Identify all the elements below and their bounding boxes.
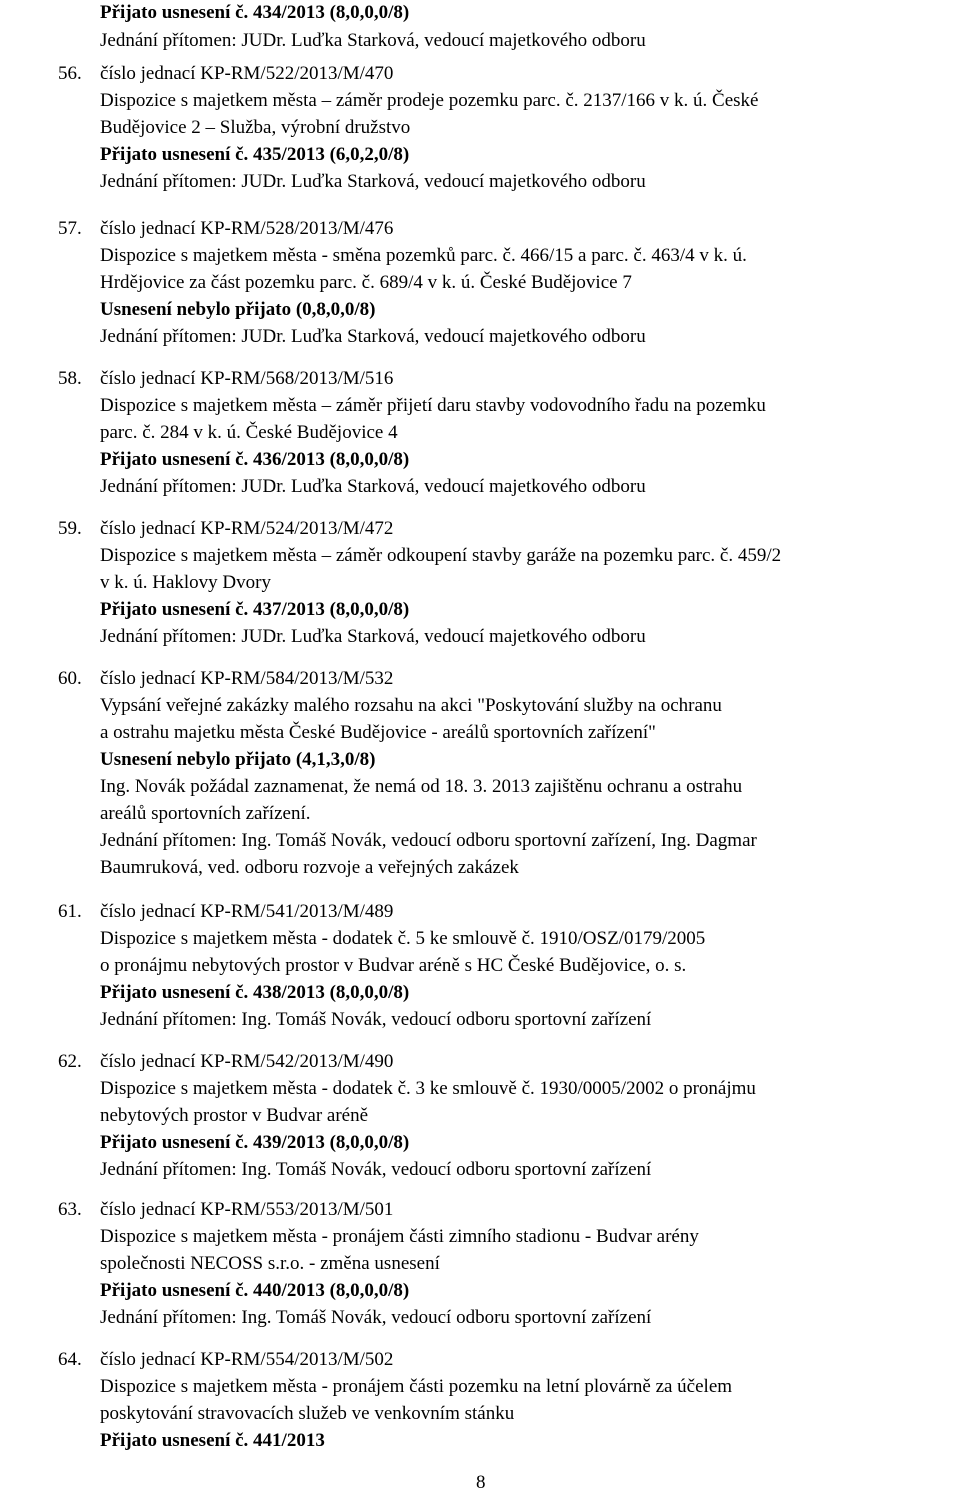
item-number: 59. — [58, 518, 82, 539]
reference-number: číslo jednací KP-RM/522/2013/M/470 — [100, 63, 394, 84]
item-description: Dispozice s majetkem města - pronájem části zimního stadionu - Budvar arény — [100, 1226, 699, 1247]
present-line: Jednání přítomen: JUDr. Luďka Starková, vedoucí majetkového odboru — [100, 171, 646, 192]
item-description: Budějovice 2 – Služba, výrobní družstvo — [100, 117, 411, 138]
resolution-result: Přijato usnesení č. 437/2013 (8,0,0,0/8) — [100, 599, 410, 620]
item-number: 60. — [58, 668, 82, 689]
reference-number: číslo jednací KP-RM/568/2013/M/516 — [100, 368, 394, 389]
item-number: 62. — [58, 1051, 82, 1072]
item-description: nebytových prostor v Budvar aréně — [100, 1105, 369, 1126]
reference-number: číslo jednací KP-RM/584/2013/M/532 — [100, 668, 394, 689]
present-line: Jednání přítomen: Ing. Tomáš Novák, vedoucí odboru sportovní zařízení — [100, 1009, 652, 1030]
reference-number: číslo jednací KP-RM/554/2013/M/502 — [100, 1349, 394, 1370]
resolution-result: Usnesení nebylo přijato (0,8,0,0/8) — [100, 299, 376, 320]
item-note: Ing. Novák požádal zaznamenat, že nemá od 18. 3. 2013 zajištěnu ochranu a ostrahu — [100, 776, 743, 797]
item-number: 56. — [58, 63, 82, 84]
present-line: Jednání přítomen: JUDr. Luďka Starková, vedoucí majetkového odboru — [100, 326, 646, 347]
present-line: Jednání přítomen: JUDr. Luďka Starková, vedoucí majetkového odboru — [100, 476, 646, 497]
item-number: 63. — [58, 1199, 82, 1220]
item-description: poskytování stravovacích služeb ve venkovním stánku — [100, 1403, 515, 1424]
item-description: Dispozice s majetkem města – záměr prodeje pozemku parc. č. 2137/166 v k. ú. České — [100, 90, 759, 111]
item-description: parc. č. 284 v k. ú. České Budějovice 4 — [100, 422, 398, 443]
item-description: Hrdějovice za část pozemku parc. č. 689/4 v k. ú. České Budějovice 7 — [100, 272, 632, 293]
reference-number: číslo jednací KP-RM/553/2013/M/501 — [100, 1199, 394, 1220]
page-number: 8 — [476, 1472, 486, 1493]
item-note: areálů sportovních zařízení. — [100, 803, 311, 824]
resolution-result: Přijato usnesení č. 441/2013 — [100, 1430, 325, 1451]
present-line: Jednání přítomen: Ing. Tomáš Novák, vedoucí odboru sportovní zařízení — [100, 1159, 652, 1180]
item-number: 64. — [58, 1349, 82, 1370]
item-description: Dispozice s majetkem města - dodatek č. 3 ke smlouvě č. 1930/0005/2002 o pronájmu — [100, 1078, 756, 1099]
reference-number: číslo jednací KP-RM/542/2013/M/490 — [100, 1051, 394, 1072]
item-description: Dispozice s majetkem města - dodatek č. 5 ke smlouvě č. 1910/OSZ/0179/2005 — [100, 928, 706, 949]
reference-number: číslo jednací KP-RM/528/2013/M/476 — [100, 218, 394, 239]
reference-number: číslo jednací KP-RM/524/2013/M/472 — [100, 518, 394, 539]
item-description: společnosti NECOSS s.r.o. - změna usnesení — [100, 1253, 440, 1274]
resolution-result: Přijato usnesení č. 439/2013 (8,0,0,0/8) — [100, 1132, 410, 1153]
resolution-result: Přijato usnesení č. 440/2013 (8,0,0,0/8) — [100, 1280, 410, 1301]
item-description: Dispozice s majetkem města – záměr přijetí daru stavby vodovodního řadu na pozemku — [100, 395, 766, 416]
item-description: a ostrahu majetku města České Budějovice - areálů sportovních zařízení" — [100, 722, 656, 743]
item-description: Dispozice s majetkem města - pronájem části pozemku na letní plovárně za účelem — [100, 1376, 733, 1397]
present-line: Jednání přítomen: JUDr. Luďka Starková, vedoucí majetkového odboru — [100, 30, 646, 51]
resolution-result: Přijato usnesení č. 436/2013 (8,0,0,0/8) — [100, 449, 410, 470]
resolution-result: Přijato usnesení č. 435/2013 (6,0,2,0/8) — [100, 144, 410, 165]
resolution-result: Přijato usnesení č. 434/2013 (8,0,0,0/8) — [100, 2, 410, 23]
present-line: Baumruková, ved. odboru rozvoje a veřejných zakázek — [100, 857, 519, 878]
present-line: Jednání přítomen: Ing. Tomáš Novák, vedoucí odboru sportovní zařízení, Ing. Dagmar — [100, 830, 757, 851]
present-line: Jednání přítomen: JUDr. Luďka Starková, vedoucí majetkového odboru — [100, 626, 646, 647]
item-description: Dispozice s majetkem města – záměr odkoupení stavby garáže na pozemku parc. č. 459/2 — [100, 545, 782, 566]
item-description: Dispozice s majetkem města - směna pozemků parc. č. 466/15 a parc. č. 463/4 v k. ú. — [100, 245, 747, 266]
item-description: v k. ú. Haklovy Dvory — [100, 572, 271, 593]
item-number: 61. — [58, 901, 82, 922]
item-description: Vypsání veřejné zakázky malého rozsahu na akci "Poskytování služby na ochranu — [100, 695, 722, 716]
item-number: 57. — [58, 218, 82, 239]
reference-number: číslo jednací KP-RM/541/2013/M/489 — [100, 901, 394, 922]
present-line: Jednání přítomen: Ing. Tomáš Novák, vedoucí odboru sportovní zařízení — [100, 1307, 652, 1328]
resolution-result: Usnesení nebylo přijato (4,1,3,0/8) — [100, 749, 376, 770]
item-number: 58. — [58, 368, 82, 389]
item-description: o pronájmu nebytových prostor v Budvar aréně s HC České Budějovice, o. s. — [100, 955, 687, 976]
resolution-result: Přijato usnesení č. 438/2013 (8,0,0,0/8) — [100, 982, 410, 1003]
